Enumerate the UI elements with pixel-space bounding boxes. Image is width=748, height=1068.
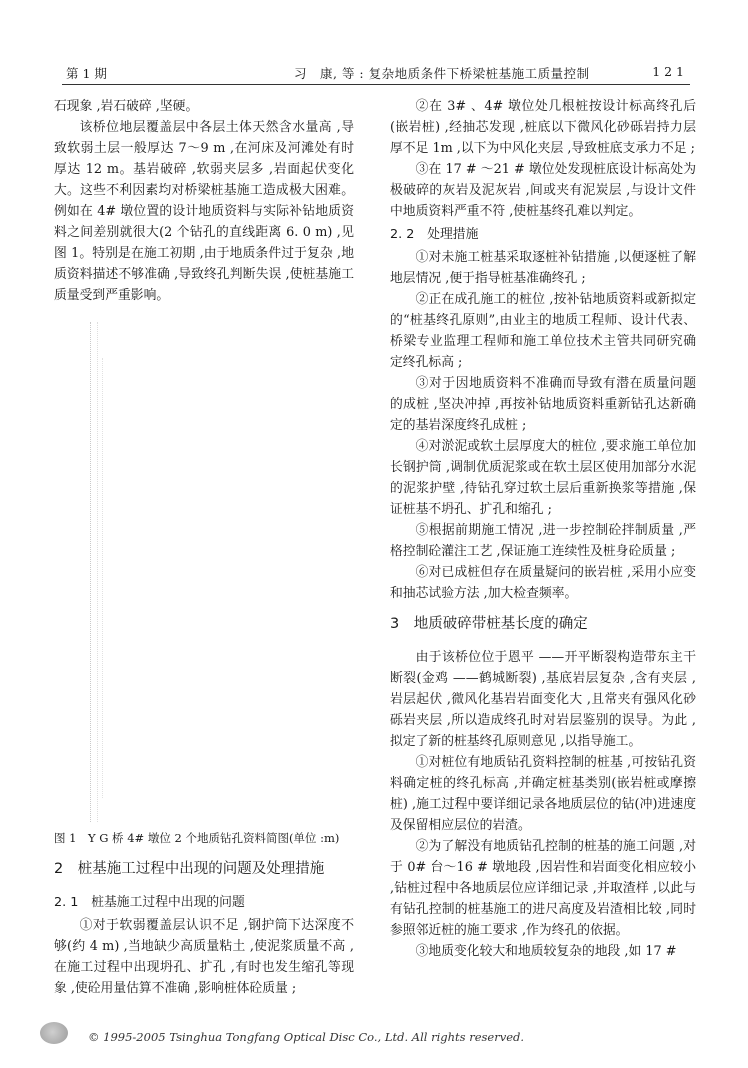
running-header (62, 58, 690, 80)
paragraph: ②正在成孔施工的桩位 ,按补钻地质资料或新拟定的“桩基终孔原则”,由业主的地质工程师、设计代表、桥梁专业监理工程师和施工单位技术主管共同研究确定终孔标高 ; (390, 292, 696, 370)
paragraph: 石现象 ,岩石破碎 ,坚硬。 (54, 99, 199, 114)
paragraph: ⑥对已成桩但存在质量疑问的嵌岩桩 ,采用小应变和抽芯试验方法 ,加大检查频率。 (390, 565, 696, 601)
section-heading: 3 地质破碎带桩基长度的确定 (390, 616, 588, 632)
figure-1 (54, 318, 354, 828)
subsection-heading: 2. 1 桩基施工过程中出现的问题 (54, 895, 245, 910)
copyright-notice: © 1995-2005 Tsinghua Tongfang Optical Disc Co., Ltd. All rights reserved. (88, 1030, 525, 1044)
paragraph: ①对桩位有地质钻孔资料控制的桩基 ,可按钻孔资料确定桩的终孔标高 ,并确定桩基类别(嵌岩桩或摩擦桩) ,施工过程中要详细记录各地质层位的钻(冲)进速度及保留相应层位的岩渣。 (390, 755, 696, 833)
paragraph: ④对淤泥或软土层厚度大的桩位 ,要求施工单位加长钢护筒 ,调制优质泥浆或在软土层区使用加部分水泥的泥浆护壁 ,待钻孔穿过软土层后重新换浆等措施 ,保证桩基不坍孔、扩孔和缩孔 ; (390, 439, 696, 517)
paragraph: ①对未施工桩基采取逐桩补钻措施 ,以便逐桩了解地层情况 ,便于指导桩基准确终孔 ; (390, 250, 696, 286)
right-column (390, 96, 696, 962)
borehole-log-graphic (90, 322, 98, 822)
paragraph: ①对于软弱覆盖层认识不足 ,钢护筒下达深度不够(约 4 m) ,当地缺少高质量粘土 ,使泥浆质量不高 ,在施工过程中出现坍孔、扩孔 ,有时也发生缩孔等现象 ,使砼用量估算不准确 ,影响桩体砼质量 ; (54, 918, 354, 996)
paragraph: ③在 17 # ～21 # 墩位处发现桩底设计标高处为极破碎的灰岩及泥灰岩 ,间或夹有泥炭层 ,与设计文件中地质资料严重不符 ,使桩基终孔难以判定。 (390, 162, 696, 219)
header-rule (62, 84, 690, 85)
paragraph: 由于该桥位位于恩平 ——开平断裂构造带东主干断裂(金鸡 ——鹤城断裂) ,基底岩层复杂 ,含有夹层 ,岩层起伏 ,微风化基岩岩面变化大 ,且常夹有强风化砂砾岩夹层 ,所以造成终孔时对岩层鉴别的误导。为此 ,拟定了新的桩基终孔原则意见 ,以指导施工。 (390, 650, 696, 749)
borehole-log-graphic (102, 358, 105, 798)
subsection-heading: 2. 2 处理措施 (390, 227, 479, 242)
running-title: 习 康, 等 : 复杂地质条件下桥梁桩基施工质量控制 (294, 66, 590, 81)
paragraph: ⑤根据前期施工情况 ,进一步控制砼拌制质量 ,严格控制砼灌注工艺 ,保证施工连续性及桩身砼质量 ; (390, 523, 696, 559)
publisher-logo-icon (40, 1022, 68, 1044)
issue-number: 第 1 期 (66, 66, 107, 81)
paragraph: ②在 3# 、4# 墩位处几根桩按设计标高终孔后(嵌岩桩) ,经抽芯发现 ,桩底以下微风化砂砾岩持力层厚不足 1m ,以下为中风化夹层 ,导致桩底支承力不足 ; (390, 99, 696, 156)
figure-caption: 图 1 Y G 桥 4# 墩位 2 个地质钻孔资料简图(单位 :m) (54, 831, 340, 845)
paragraph: ③地质变化较大和地质较复杂的地段 ,如 17 # (415, 944, 677, 959)
left-column (54, 96, 354, 999)
paragraph: ②为了解没有地质钻孔控制的桩基的施工问题 ,对于 0# 台～16 # 墩地段 ,因岩性和岩面变化相应较小 ,钻桩过程中各地质层位应详细记录 ,并取渣样 ,以此与有钻孔控制的桩基施工的进尺高度及岩渣相比较 ,同时参照邻近桩的施工要求 ,作为终孔的依据。 (390, 839, 696, 938)
section-heading: 2 桩基施工过程中出现的问题及处理措施 (54, 861, 325, 877)
paragraph: 该桥位地层覆盖层中各层土体天然含水量高 ,导致软弱土层一般厚达 7～9 m ,在河床及河滩处有时厚达 12 m。基岩破碎 ,软弱夹层多 ,岩面起伏变化大。这些不利因素均对桥梁桩基施工造成极大困难。例如在 4# 墩位置的设计地质资料与实际补钻地质资料之间差别就很大(2 个钻孔的直线距离 6. 0 m) ,见图 1。特别是在施工初期 ,由于地质条件过于复杂 ,地质资料描述不够准确 ,导致终孔判断失误 ,使桩基施工质量受到严重影响。 (54, 120, 354, 303)
page-number: 1 2 1 (652, 64, 684, 79)
paragraph: ③对于因地质资料不准确而导致有潜在质量问题的成桩 ,坚决冲掉 ,再按补钻地质资料重新钻孔达新确定的基岩深度终孔成桩 ; (390, 376, 696, 433)
